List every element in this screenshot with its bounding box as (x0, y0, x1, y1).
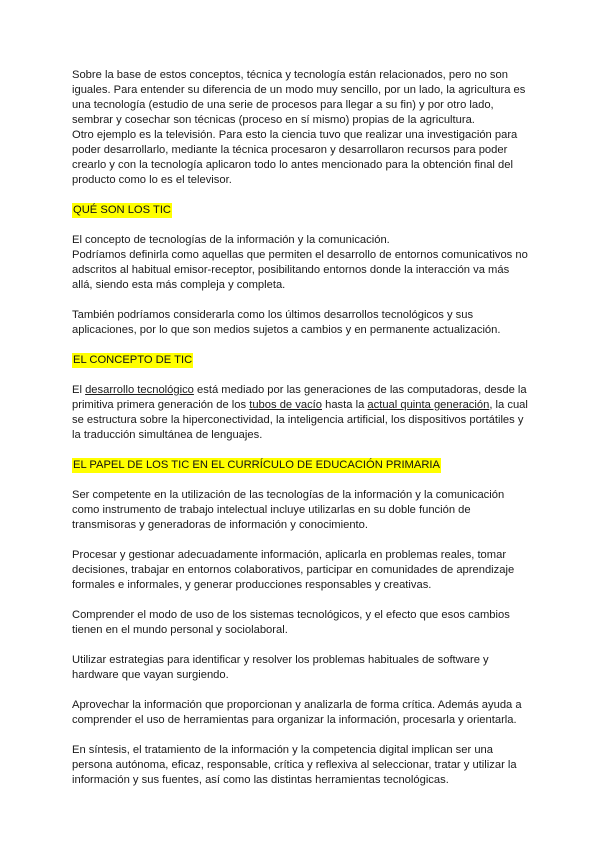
s1-p1-line-1: El concepto de tecnologías de la información y la comunicación. (72, 234, 390, 246)
s2-l2-b: hasta la (322, 399, 368, 411)
intro-p2-line-3: crearlo y con la tecnología aplicaron todo lo antes mencionado para la obtención final del (72, 159, 513, 171)
s2-l1-a: El (72, 384, 86, 396)
intro-p1-line-4: sembrar y cosechar son técnicas (proceso en sí mismo) propias de la agricultura. (72, 114, 475, 126)
heading-papel-tic-curriculo: EL PAPEL DE LOS TIC EN EL CURRÍCULO DE EDUCACIÓN PRIMARIA (73, 459, 440, 471)
s3-p3-line-1: Comprender el modo de uso de los sistemas tecnológicos, y el efecto que esos cambios (72, 609, 510, 621)
s1-p1-line-4: allá, siendo esta más compleja y completa. (72, 279, 286, 291)
link-tubos-de-vacio[interactable]: tubos de vacío (249, 399, 322, 411)
s2-l4: la traducción simultánea de lenguajes. (72, 429, 263, 441)
section3-paragraph-4 (72, 653, 532, 683)
section2-paragraph (72, 383, 532, 443)
intro-p2-line-1: Otro ejemplo es la televisión. Para esto la ciencia tuvo que realizar una investigación para (72, 129, 518, 141)
s2-l2-c: , la cual (489, 399, 528, 411)
intro-p1-line-2: iguales. Para entender su diferencia de un modo muy sencillo, por un lado, la agricultura es (72, 84, 526, 96)
s1-p2-line-2: aplicaciones, por lo que son medios sujetos a cambios y en permanente actualización. (72, 324, 501, 336)
heading-el-concepto-de-tic: EL CONCEPTO DE TIC (73, 354, 193, 366)
section3-paragraph-1 (72, 488, 532, 533)
intro-p2-line-2: poder desarrollarlo, mediante la técnica procesaron y desarrollaron recursos para poder (72, 144, 508, 156)
s3-p6-line-2: persona autónoma, eficaz, responsable, crítica y reflexiva al seleccionar, tratar y utilizar la (72, 759, 517, 771)
s3-p2-line-3: formales e informales, y generar producciones responsables y creativas. (72, 579, 432, 591)
link-actual-quinta-generacion[interactable]: actual quinta generación (367, 399, 490, 411)
intro-paragraph-1 (72, 68, 532, 128)
s3-p1-line-1: Ser competente en la utilización de las tecnologías de la información y la comunicación (72, 489, 505, 501)
s3-p2-line-2: decisiones, trabajar en entornos colaborativos, participar en comunidades de aprendizaje (72, 564, 515, 576)
s3-p1-line-2: como instrumento de trabajo intelectual incluye utilizarlas en su doble función de (72, 504, 471, 516)
s3-p4-line-1: Utilizar estrategias para identificar y resolver los problemas habituales de software y (72, 654, 489, 666)
link-desarrollo-tecnologico[interactable]: desarrollo tecnológico (85, 384, 194, 396)
s1-p1-line-2: Podríamos definirla como aquellas que permiten el desarrollo de entornos comunicativos no (72, 249, 528, 261)
s3-p3-line-2: tienen en el mundo personal y sociolaboral. (72, 624, 288, 636)
section1-paragraph-2 (72, 308, 532, 338)
section3-paragraph-3 (72, 608, 532, 638)
intro-p2-line-4: producto como lo es el televisor. (72, 174, 232, 186)
s1-p1-line-3: adscritos al habitual emisor-receptor, posibilitando entornos donde la interacción va más (72, 264, 510, 276)
section3-paragraph-6 (72, 743, 532, 788)
s1-p2-line-1: También podríamos considerarla como los últimos desarrollos tecnológicos y sus (72, 309, 474, 321)
s2-l3: se estructura sobre la hiperconectividad, la inteligencia artificial, los dispositivos portátiles y (72, 414, 524, 426)
section3-paragraph-5 (72, 698, 532, 728)
s3-p4-line-2: hardware que vayan surgiendo. (72, 669, 229, 681)
s2-l1-b: está mediado por las generaciones de las computadoras, desde la (193, 384, 527, 396)
s3-p6-line-1: En síntesis, el tratamiento de la información y la competencia digital implican ser una (72, 744, 493, 756)
s3-p5-line-1: Aprovechar la información que proporcionan y analizarla de forma crítica. Además ayuda a (72, 699, 522, 711)
s3-p5-line-2: comprender el uso de herramientas para organizar la información, procesarla y orientarla. (72, 714, 517, 726)
intro-paragraph-2 (72, 128, 532, 188)
s3-p6-line-3: información y sus fuentes, así como las distintas herramientas tecnológicas. (72, 774, 449, 786)
heading-que-son-los-tic: QUÉ SON LOS TIC (73, 204, 172, 216)
document-page (72, 68, 532, 788)
s2-l2-a: primitiva primera generación de los (72, 399, 250, 411)
intro-p1-line-3: una tecnología (estudio de una serie de procesos para llegar a su fin) y por otro lado, (72, 99, 494, 111)
s3-p2-line-1: Procesar y gestionar adecuadamente información, aplicarla en problemas reales, tomar (72, 549, 507, 561)
intro-p1-line-1: Sobre la base de estos conceptos, técnica y tecnología están relacionados, pero no son (72, 69, 508, 81)
section1-paragraph-1 (72, 233, 532, 293)
section3-paragraph-2 (72, 548, 532, 593)
s3-p1-line-3: transmisoras y generadoras de información y conocimiento. (72, 519, 368, 531)
